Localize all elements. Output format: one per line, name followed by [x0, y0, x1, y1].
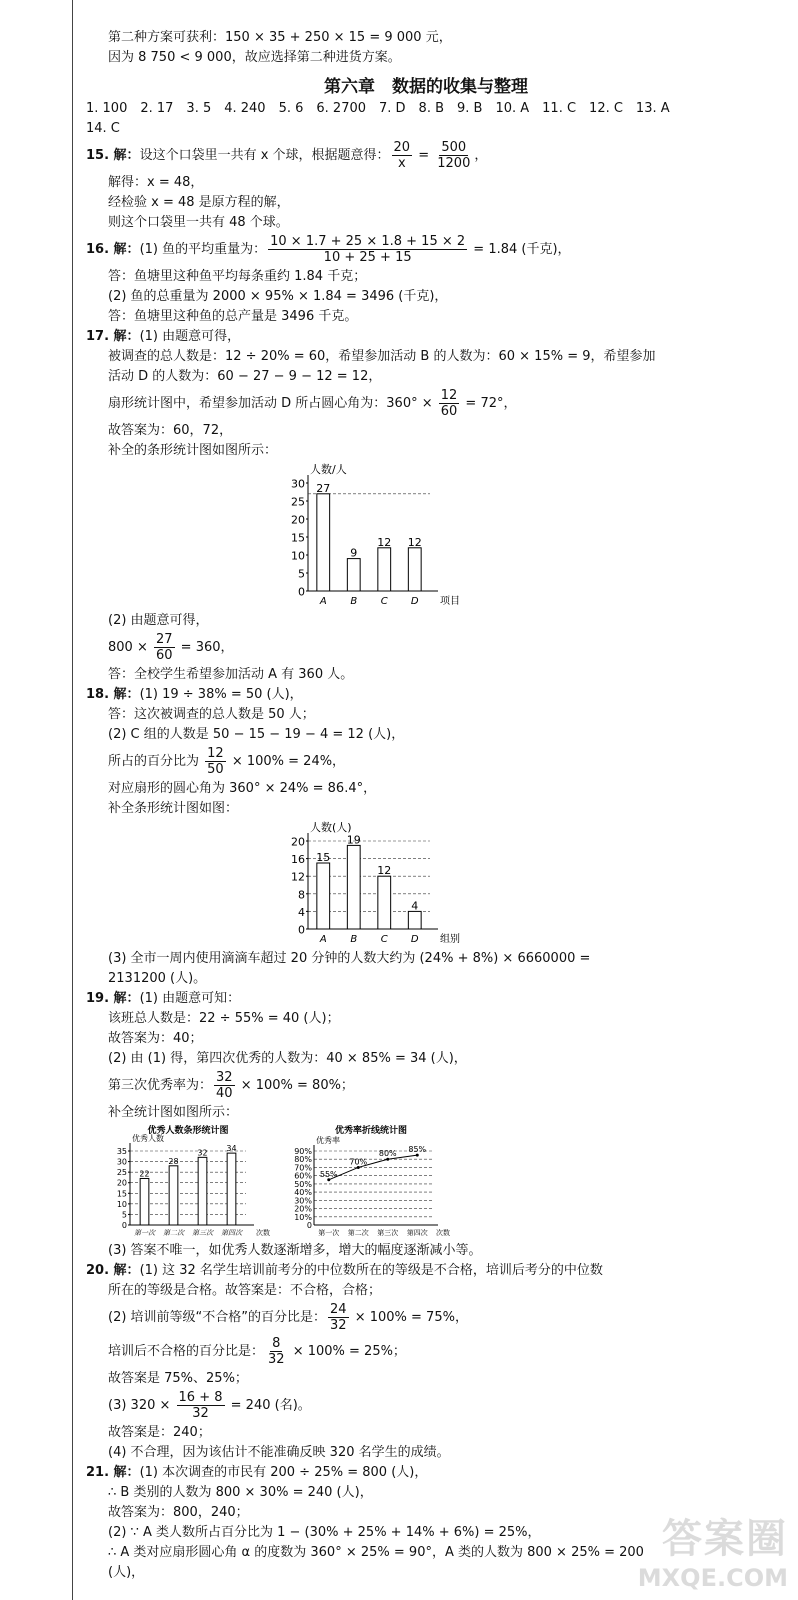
chart-row: [86, 1123, 766, 1241]
x-tick-label: B: [350, 934, 358, 945]
text: = 360，: [176, 640, 234, 655]
text: (3) 320 ×: [108, 1398, 175, 1413]
y-tick-label: 0: [298, 923, 305, 937]
text: 所占的百分比为: [108, 754, 204, 769]
text-line: (人)，: [108, 1565, 145, 1580]
numerator: 8: [272, 1336, 281, 1351]
q18-line: [86, 685, 766, 705]
x-axis-label: 项目: [440, 596, 460, 607]
text-line: 答：鱼塘里这种鱼的总产量是 3496 千克。: [108, 309, 358, 324]
point-label: 55%: [319, 1169, 338, 1179]
fraction: [266, 1336, 287, 1367]
text: = 72°，: [461, 396, 517, 411]
denominator: 60: [440, 404, 458, 419]
fraction: [214, 1070, 235, 1101]
text-line: 解得：x = 48，: [108, 175, 204, 190]
text-line: 经检验 x = 48 是原方程的解，: [108, 195, 290, 210]
numerator: 27: [155, 632, 173, 647]
fraction: [205, 746, 226, 777]
text-line: (2) 由题意可得，: [108, 613, 209, 628]
numerator: 12: [207, 746, 224, 761]
bar-value-label: 9: [350, 546, 358, 560]
question-number: 20. 解：: [86, 1263, 140, 1278]
x-tick-label: D: [410, 596, 419, 607]
y-tick-label: 35: [116, 1147, 127, 1156]
x-tick-label: A: [319, 596, 327, 607]
y-tick-label: 25: [291, 495, 305, 509]
y-axis-label: 优秀率: [316, 1136, 340, 1145]
bar: [140, 1178, 149, 1225]
numerator: 32: [216, 1070, 233, 1085]
q16-line: [86, 233, 766, 267]
y-tick-label: 30%: [294, 1196, 312, 1206]
question-number: 16. 解：: [86, 242, 140, 257]
text-line: [86, 1335, 766, 1369]
point-label: 80%: [378, 1149, 397, 1159]
y-tick-label: 0: [306, 1221, 312, 1230]
y-tick-label: 50%: [294, 1179, 312, 1189]
text: × 100% = 25%；: [288, 1344, 406, 1359]
denominator: 10 + 25 + 15: [323, 250, 412, 265]
x-tick-label: 第二次: [347, 1229, 369, 1237]
text: (1) 鱼的平均重量为：: [139, 242, 267, 257]
y-tick-label: 40%: [294, 1188, 312, 1198]
answer-list: 14. C: [86, 121, 120, 136]
bar: [347, 559, 360, 591]
numerator: 20: [393, 140, 411, 155]
y-tick-label: 30: [116, 1157, 127, 1167]
chart-wrapper: [86, 461, 766, 611]
text-line: 故答案为：60，72，: [108, 423, 233, 438]
fraction: [154, 632, 175, 663]
y-tick-label: 20%: [294, 1204, 312, 1214]
text-line: 活动 D 的人数为：60 − 27 − 9 − 12 = 12，: [108, 369, 382, 384]
answer-list: 1. 100 2. 17 3. 5 4. 240 5. 6 6. 2700 7. D 8. B 9. B 10. A 11. C 12. C 13. A: [86, 101, 670, 116]
x-tick-label: C: [380, 596, 388, 607]
text-line: 则这个口袋里一共有 48 个球。: [108, 215, 289, 230]
text-line: 被调查的总人数是：12 ÷ 20% = 60，希望参加活动 B 的人数为：60 × 15% = 9，希望参加: [108, 349, 656, 364]
y-tick-label: 30: [291, 477, 305, 491]
text-line: 2131200 (人)。: [108, 971, 207, 986]
y-axis-label: 人数(人): [310, 821, 352, 834]
denominator: 60: [155, 648, 173, 663]
text-line: 所在的等级是合格。故答案是：不合格，合格；: [108, 1283, 382, 1298]
watermark-domain: MXQE.COM: [637, 1564, 788, 1592]
x-tick-label: D: [410, 934, 419, 945]
text-line: 第二种方案可获利：150 × 35 + 250 × 15 = 9 000 元，: [108, 30, 452, 45]
text-line: 答：鱼塘里这种鱼平均每条重约 1.84 千克；: [108, 269, 367, 284]
y-tick-label: 4: [298, 905, 305, 919]
line-chart-excellent-rate: [286, 1123, 456, 1241]
text-line: [86, 745, 766, 779]
y-tick-label: 15: [291, 531, 305, 545]
text-line: (4) 不合理，因为该估计不能准确反映 320 名学生的成绩。: [108, 1445, 450, 1460]
bar: [378, 876, 391, 929]
margin-rule: [72, 0, 73, 1600]
bar-value-label: 15: [316, 851, 331, 864]
x-axis-label: 组别: [440, 934, 460, 945]
x-tick-label: 第三次: [192, 1229, 213, 1237]
y-tick-label: 20: [291, 513, 305, 527]
denominator: 32: [330, 1318, 347, 1333]
text-line: 故答案为：800，240；: [108, 1505, 249, 1520]
question-number: 21. 解：: [86, 1465, 140, 1480]
text-line: 故答案为：40；: [108, 1031, 203, 1046]
y-tick-label: 25: [116, 1168, 127, 1178]
watermark-logo-text: 答案圈: [662, 1516, 788, 1562]
text-line: 对应扇形的圆心角为 360° × 24% = 86.4°，: [108, 781, 377, 796]
y-tick-label: 90%: [294, 1147, 312, 1156]
bar: [317, 494, 330, 591]
fraction: [177, 1390, 225, 1421]
y-tick-label: 10%: [294, 1212, 312, 1222]
text-line: [86, 1301, 766, 1335]
fraction: [439, 388, 460, 419]
text: (1) 本次调查的市民有 200 ÷ 25% = 800 (人)，: [139, 1465, 428, 1480]
text-line: (2) ∵ A 类人数所占百分比为 1 − (30% + 25% + 14% + 6%) = 25%，: [108, 1525, 541, 1540]
q21-line: [86, 1463, 766, 1483]
y-tick-label: 70%: [294, 1163, 312, 1173]
x-tick-label: 第二次: [163, 1229, 184, 1237]
text: (1) 由题意可知：: [139, 991, 241, 1006]
chapter-title: 第六章 数据的收集与整理: [324, 77, 528, 97]
text-line: [86, 387, 766, 421]
q19-line: [86, 989, 766, 1009]
y-tick-label: 5: [121, 1210, 127, 1220]
text-line: [86, 1389, 766, 1423]
bar-value-label: 28: [168, 1156, 179, 1166]
q20-line: [86, 1261, 766, 1281]
x-tick-label: C: [380, 934, 388, 945]
text-line: 该班总人数是：22 ÷ 55% = 40 (人)；: [108, 1011, 340, 1026]
numerator: 500: [441, 140, 467, 155]
denominator: 50: [207, 762, 224, 777]
y-tick-label: 10: [116, 1199, 127, 1209]
bar-value-label: 12: [407, 535, 422, 549]
text-line: 补全统计图如图所示：: [108, 1105, 239, 1120]
chart-title: 优秀率折线统计图: [334, 1126, 408, 1136]
y-tick-label: 60%: [294, 1171, 312, 1181]
denominator: 32: [268, 1352, 285, 1367]
bar-value-label: 27: [316, 481, 331, 495]
y-tick-label: 16: [291, 853, 305, 867]
bar-value-label: 12: [377, 535, 392, 549]
x-tick-label: A: [319, 934, 327, 945]
y-tick-label: 12: [291, 870, 305, 884]
text-line: 补全的条形统计图如图所示：: [108, 443, 278, 458]
x-tick-label: 第四次: [221, 1229, 242, 1237]
x-tick-label: B: [350, 596, 358, 607]
text: (1) 19 ÷ 38% = 50 (人)，: [139, 687, 303, 702]
x-axis-label: 次数: [256, 1229, 270, 1237]
numerator: 24: [330, 1302, 347, 1317]
text: × 100% = 75%，: [350, 1310, 468, 1325]
bar-value-label: 22: [139, 1169, 150, 1179]
bar-value-label: 4: [411, 899, 419, 913]
answer-page: [86, 28, 766, 1583]
bar-value-label: 12: [377, 864, 392, 878]
denominator: 32: [192, 1406, 209, 1421]
text-line: 因为 8 750 < 9 000，故应选择第二种进货方案。: [108, 50, 401, 65]
fraction: [268, 234, 467, 265]
text-line: 故答案是 75%、25%；: [108, 1371, 248, 1386]
y-tick-label: 0: [121, 1221, 127, 1230]
x-axis-label: 次数: [436, 1229, 450, 1237]
y-tick-label: 20: [291, 835, 305, 849]
fraction: [328, 1302, 349, 1333]
q15-line: [86, 139, 766, 173]
bar: [378, 548, 391, 591]
text-line: (2) C 组的人数是 50 − 15 − 19 − 4 = 12 (人)，: [108, 727, 405, 742]
bar-value-label: 19: [346, 833, 361, 847]
chart-wrapper: [86, 819, 766, 949]
bar-chart-excellent-count: [108, 1123, 268, 1241]
text-line: 答：全校学生希望参加活动 A 有 360 人。: [108, 667, 354, 682]
x-tick-label: 第一次: [318, 1229, 340, 1237]
bar: [408, 548, 421, 591]
x-tick-label: 第四次: [406, 1229, 428, 1237]
q17-line: [86, 327, 766, 347]
text: ，: [474, 148, 488, 163]
text: × 100% = 80%；: [236, 1078, 354, 1093]
question-number: 18. 解：: [86, 687, 140, 702]
text: 扇形统计图中，希望参加活动 D 所占圆心角为：360° ×: [108, 396, 437, 411]
y-tick-label: 8: [298, 888, 305, 902]
x-tick-label: 第一次: [134, 1229, 155, 1237]
text: (1) 由题意可得，: [139, 329, 241, 344]
text-line: (2) 由 (1) 得，第四次优秀的人数为：40 × 85% = 34 (人)，: [108, 1051, 467, 1066]
denominator: x: [397, 156, 406, 171]
y-tick-label: 15: [116, 1189, 127, 1199]
numerator: 12: [440, 388, 458, 403]
text: =: [414, 148, 434, 163]
text-line: [86, 1069, 766, 1103]
bar: [169, 1166, 178, 1225]
y-axis-label: 人数/人: [310, 463, 347, 476]
denominator: 40: [216, 1086, 233, 1101]
text-line: (2) 鱼的总重量为 2000 × 95% × 1.84 = 3496 (千克)，: [108, 289, 448, 304]
question-number: 17. 解：: [86, 329, 140, 344]
text: 第三次优秀率为：: [108, 1078, 213, 1093]
text: 800 ×: [108, 640, 152, 655]
text-line: [86, 631, 766, 665]
text-line: 答：这次被调查的总人数是 50 人；: [108, 707, 315, 722]
question-number: 19. 解：: [86, 991, 140, 1006]
text: (2) 培训前等级“不合格”的百分比是：: [108, 1310, 327, 1325]
numerator: 10 × 1.7 + 25 × 1.8 + 15 × 2: [270, 234, 466, 249]
fraction: [392, 140, 413, 171]
text: (1) 这 32 名学生培训前考分的中位数所在的等级是不合格，培训后考分的中位数: [139, 1263, 603, 1278]
bar: [227, 1153, 236, 1225]
text-line: 故答案是：240；: [108, 1425, 211, 1440]
bar: [198, 1157, 207, 1225]
y-tick-label: 0: [298, 585, 305, 599]
y-tick-label: 20: [116, 1178, 127, 1188]
bar: [408, 911, 421, 929]
bar-chart-activity: [286, 461, 466, 611]
chart-title: 优秀人数条形统计图: [147, 1126, 229, 1136]
text-line: (3) 答案不唯一，如优秀人数逐渐增多，增大的幅度逐渐减小等。: [108, 1243, 482, 1258]
denominator: 1200: [437, 156, 471, 171]
y-tick-label: 5: [298, 567, 305, 581]
bar-chart-group: [286, 819, 466, 949]
text-line: ∴ A 类对应扇形圆心角 α 的度数为 360° × 25% = 90°，A 类的人数为 800 × 25% = 200: [108, 1545, 644, 1560]
bar: [347, 845, 360, 929]
point-label: 85%: [408, 1145, 427, 1155]
numerator: 16 + 8: [178, 1390, 223, 1405]
question-number: 15. 解：: [86, 148, 140, 163]
bar-value-label: 34: [226, 1144, 237, 1154]
x-tick-label: 第三次: [377, 1229, 399, 1237]
text: 设这个口袋里一共有 x 个球，根据题意得：: [139, 148, 390, 163]
text-line: (3) 全市一周内使用滴滴车超过 20 分钟的人数大约为 (24% + 8%) × 6660000 =: [108, 951, 591, 966]
y-axis-label: 优秀人数: [132, 1134, 164, 1143]
text: = 1.84 (千克)，: [469, 242, 571, 257]
series-line: [329, 1155, 418, 1180]
site-watermark: [638, 1507, 788, 1592]
text: 培训后不合格的百分比是：: [108, 1344, 265, 1359]
point-label: 70%: [349, 1157, 368, 1167]
fraction: [435, 140, 472, 171]
y-tick-label: 10: [291, 549, 305, 563]
text-line: ∴ B 类别的人数为 800 × 30% = 240 (人)，: [108, 1485, 373, 1500]
text-line: 补全条形统计图如图：: [108, 801, 239, 816]
bar-value-label: 32: [197, 1148, 208, 1158]
bar: [317, 863, 330, 929]
text: = 240 (名)。: [226, 1398, 311, 1413]
y-tick-label: 80%: [294, 1155, 312, 1165]
text: × 100% = 24%，: [227, 754, 346, 769]
